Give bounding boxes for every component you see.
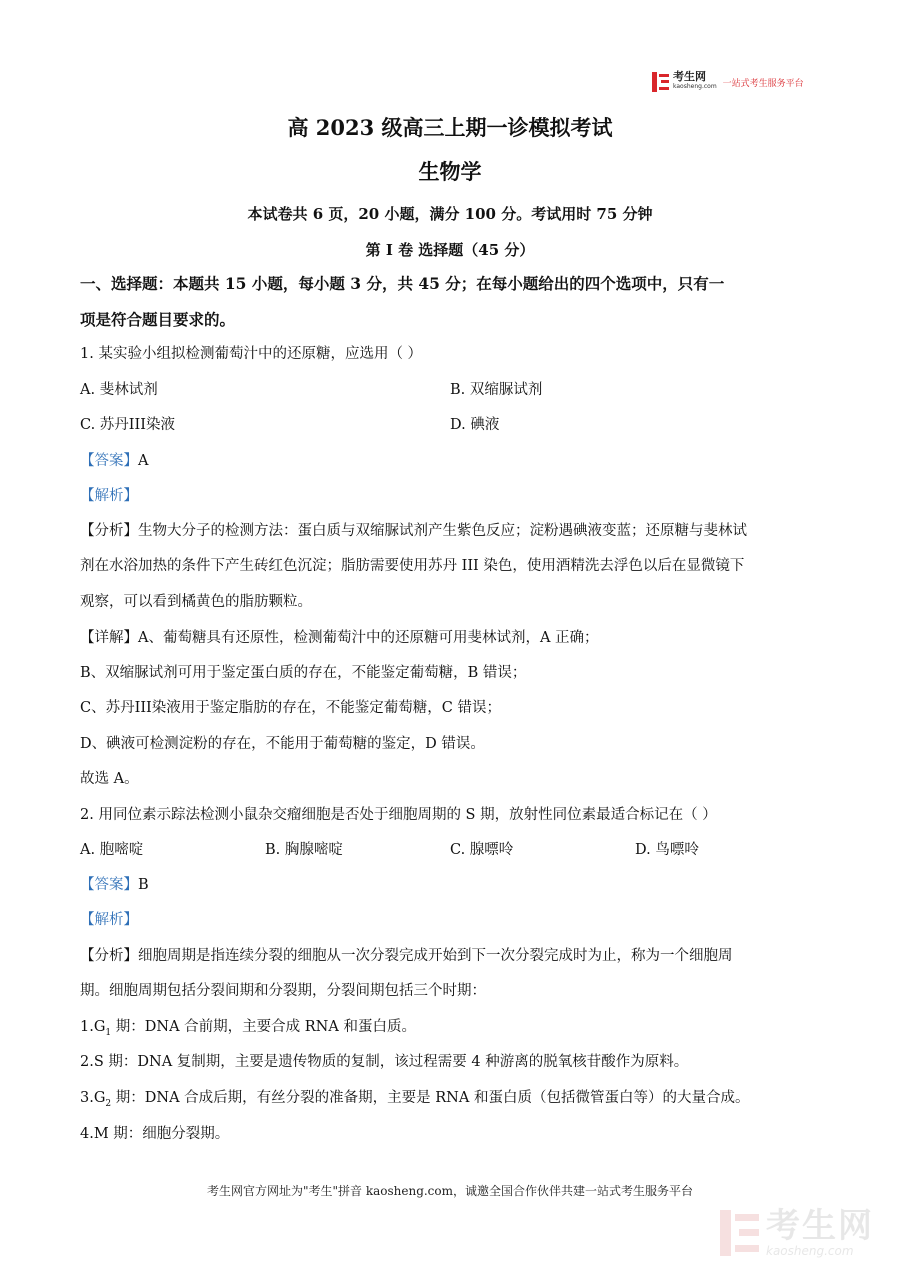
q2-fenxi-line-1: 【分析】细胞周期是指连续分裂的细胞从一次分裂完成开始到下一次分裂完成时为止，称为一个细胞周 — [80, 948, 733, 964]
q1-xiangjie-label: 【详解】 — [80, 630, 138, 646]
q1-fenxi-line-1: 【分析】生物大分子的检测方法：蛋白质与双缩脲试剂产生紫色反应；淀粉遇碘液变蓝；还原糖与斐林试 — [80, 523, 747, 539]
watermark-name: 考生网 — [766, 1206, 874, 1246]
q1-option-c: C. 苏丹III染液 — [80, 417, 175, 433]
q2-fenxi-line-2: 期。细胞周期包括分裂间期和分裂期，分裂间期包括三个时期： — [80, 983, 486, 999]
q2-option-c: C. 腺嘌呤 — [450, 842, 514, 858]
q1-fenxi-line-3: 观察，可以看到橘黄色的脂肪颗粒。 — [80, 594, 312, 610]
kaosheng-logo-icon — [652, 72, 670, 92]
answer-label: 【答案】 — [80, 877, 138, 893]
exam-info: 本试卷共 6 页，20 小题，满分 100 分。考试用时 75 分钟 — [247, 205, 653, 223]
watermark-url: kaosheng.com — [766, 1244, 854, 1258]
q1-fenxi-label: 【分析】 — [80, 523, 138, 539]
q2-stem: 2. 用同位素示踪法检测小鼠杂交瘤细胞是否处于细胞周期的 S 期，放射性同位素最适合标记在（ ） — [80, 807, 717, 823]
q1-option-d: D. 碘液 — [450, 417, 500, 433]
subject-title: 生物学 — [418, 159, 482, 184]
q1-xiangjie-line-1: 【详解】A、葡萄糖具有还原性，检测葡萄汁中的还原糖可用斐林试剂，A 正确； — [80, 630, 599, 646]
q1-answer — [80, 451, 148, 471]
q2-fenxi-label: 【分析】 — [80, 948, 138, 964]
header-logo — [652, 72, 804, 92]
q2-answer-value: B — [138, 877, 149, 893]
watermark-logo-icon — [720, 1210, 760, 1256]
watermark — [720, 1208, 874, 1258]
q1-xiangjie-line-4: D、碘液可检测淀粉的存在，不能用于葡萄糖的鉴定，D 错误。 — [80, 736, 485, 752]
q2-answer — [80, 875, 149, 895]
q1-conclusion: 故选 A。 — [80, 771, 139, 787]
section-intro-line-2: 项是符合题目要求的。 — [80, 310, 236, 329]
q1-option-b: B. 双缩脲试剂 — [450, 382, 543, 398]
section-intro-line-1: 一、选择题：本题共 15 小题，每小题 3 分，共 45 分；在每小题给出的四个选项中，只有一 — [80, 274, 725, 293]
q2-analysis-label: 【解析】 — [80, 912, 138, 928]
q2-option-b: B. 胸腺嘧啶 — [265, 842, 343, 858]
q1-answer-value: A — [138, 453, 149, 469]
q1-xiangjie-line-2: B、双缩脲试剂可用于鉴定蛋白质的存在，不能鉴定葡萄糖，B 错误； — [80, 665, 527, 681]
page-footer: 考生网官方网址为"考生"拼音 kaosheng.com，诚邀全国合作伙伴共建一站式考生服务平台 — [206, 1184, 694, 1198]
q1-stem: 1. 某实验小组拟检测葡萄汁中的还原糖，应选用（ ） — [80, 346, 423, 362]
q1-analysis-label: 【解析】 — [80, 488, 138, 504]
logo-slogan: 一站式考生服务平台 — [722, 78, 804, 89]
q2-m-phase: 4.M 期：细胞分裂期。 — [80, 1126, 230, 1142]
q1-option-a: A. 斐林试剂 — [80, 382, 158, 398]
section-heading: 第 I 卷 选择题（45 分） — [365, 241, 535, 259]
q2-option-a: A. 胞嘧啶 — [80, 842, 144, 858]
q2-s-phase: 2.S 期：DNA 复制期，主要是遗传物质的复制，该过程需要 4 种游离的脱氧核苷酸作为原料。 — [80, 1054, 689, 1070]
logo-name: 考生网 — [673, 70, 706, 83]
q2-g2-phase: $3.G_2$ 期：DNA 合成后期，有丝分裂的准备期，主要是 RNA 和蛋白质（包括微管蛋白等）的大量合成。 — [80, 1090, 750, 1109]
q1-fenxi-line-2: 剂在水浴加热的条件下产生砖红色沉淀；脂肪需要使用苏丹 III 染色，使用酒精洗去浮色以后在显微镜下 — [80, 558, 745, 574]
q1-xiangjie-line-3: C、苏丹III染液用于鉴定脂肪的存在，不能鉴定葡萄糖，C 错误； — [80, 700, 501, 716]
answer-label: 【答案】 — [80, 453, 138, 469]
exam-title: 高 2023 级高三上期一诊模拟考试 — [287, 115, 613, 140]
q2-option-d: D. 鸟嘌呤 — [635, 842, 699, 858]
logo-url: kaosheng.com — [673, 83, 717, 90]
q2-g1-phase: $1.G_1$ 期：DNA 合前期，主要合成 RNA 和蛋白质。 — [80, 1019, 416, 1038]
